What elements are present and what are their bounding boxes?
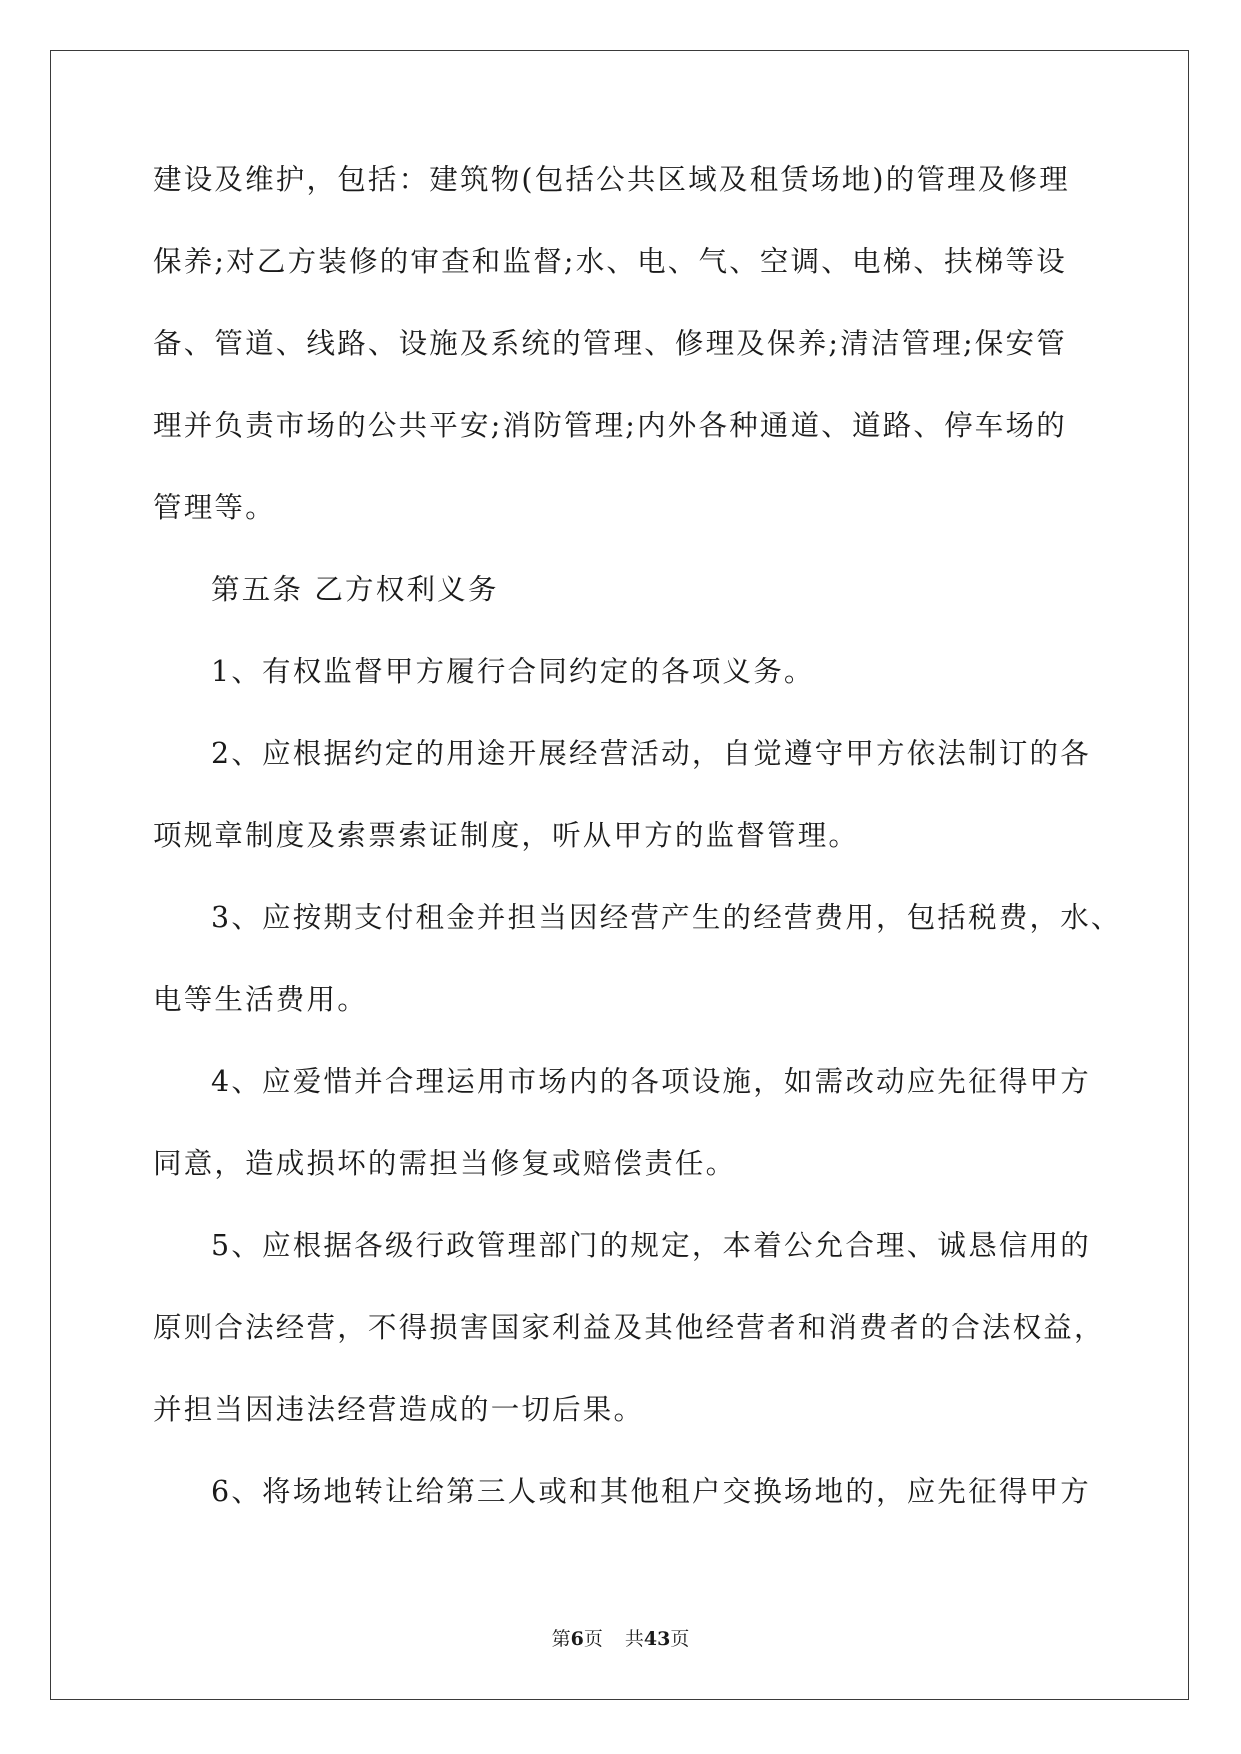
body-line: 管理等。 xyxy=(153,491,276,524)
total-pages: 43 xyxy=(643,1628,671,1650)
page-number: 6 xyxy=(570,1628,584,1650)
body-line: 3、应按期支付租金并担当因经营产生的经营费用，包括税费，水、 xyxy=(211,901,1122,934)
total-prefix: 共 xyxy=(624,1628,644,1650)
body-line: 原则合法经营，不得损害国家利益及其他经营者和消费者的合法权益， xyxy=(153,1311,1105,1344)
body-line: 4、应爱惜并合理运用市场内的各项设施，如需改动应先征得甲方 xyxy=(211,1065,1091,1098)
page-footer xyxy=(0,1624,1241,1651)
body-line: 2、应根据约定的用途开展经营活动，自觉遵守甲方依法制订的各 xyxy=(211,737,1091,770)
body-line: 项规章制度及索票索证制度，听从甲方的监督管理。 xyxy=(153,819,860,852)
body-line: 1、有权监督甲方履行合同约定的各项义务。 xyxy=(211,655,815,688)
body-line: 备、管道、线路、设施及系统的管理、修理及保养;清洁管理;保安管 xyxy=(153,327,1067,360)
page-prefix: 第 xyxy=(551,1628,571,1650)
total-suffix: 页 xyxy=(670,1628,690,1650)
section-heading: 第五条 乙方权利义务 xyxy=(211,573,499,606)
body-line: 并担当因违法经营造成的一切后果。 xyxy=(153,1393,645,1426)
body-line: 保养;对乙方装修的审查和监督;水、电、气、空调、电梯、扶梯等设 xyxy=(153,245,1067,278)
body-line: 电等生活费用。 xyxy=(153,983,368,1016)
body-line: 5、应根据各级行政管理部门的规定，本着公允合理、诚恳信用的 xyxy=(211,1229,1091,1262)
page-suffix: 页 xyxy=(583,1628,603,1650)
body-line: 6、将场地转让给第三人或和其他租户交换场地的，应先征得甲方 xyxy=(211,1475,1091,1508)
body-line: 理并负责市场的公共平安;消防管理;内外各种通道、道路、停车场的 xyxy=(153,409,1067,442)
body-line: 同意，造成损坏的需担当修复或赔偿责任。 xyxy=(153,1147,737,1180)
document-body xyxy=(153,160,1122,1512)
body-line: 建设及维护，包括：建筑物(包括公共区域及租赁场地)的管理及修理 xyxy=(153,163,1070,196)
